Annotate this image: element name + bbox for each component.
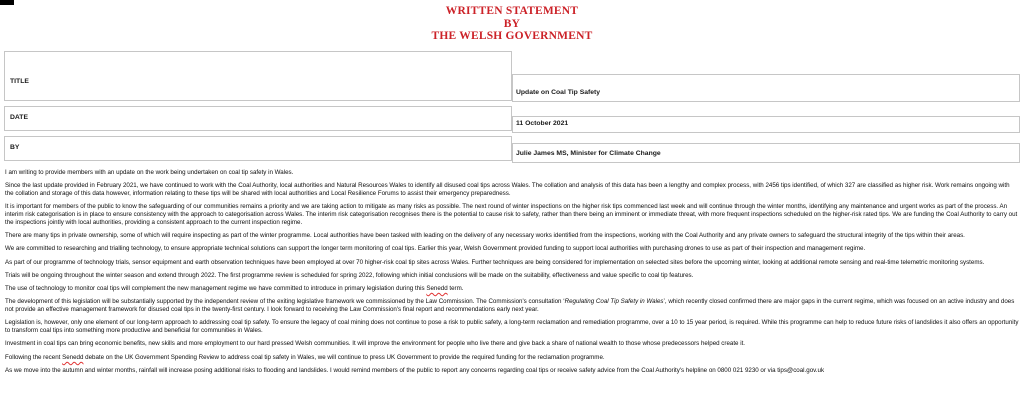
paragraph: [5, 367, 1019, 375]
paragraph: [5, 182, 1019, 197]
paragraph-text: There are many tips in private ownership, some of which will require inspecting as part of the winter programme. Local authorities have been tasked with leading on the delivery of any necessary works identified from the inspections, working with the Coal Authority and any private owners to safeguard the structural integrity of the tips within their areas.: [5, 232, 965, 239]
paragraph: [5, 319, 1019, 334]
meta-value-title: [512, 74, 1020, 102]
paragraph-text: The use of technology to monitor coal tips will complement the new management regime we have committed to introduce in primary legislation during this: [5, 285, 427, 293]
paragraph: [5, 259, 1019, 267]
meta-label-title-text: TITLE: [10, 78, 29, 85]
paragraph-text: As we move into the autumn and winter months, rainfall will increase posing additional risks to flooding and landslides. I would remind members of the public to report any concerns regarding coal tips or receive safety advice from the Coal Authority's helpline on 0800 021 9230 or via tips@coal.gov.uk: [5, 367, 825, 375]
paragraph-text: I am writing to provide members with an update on the work being undertaken on coal tip safety in Wales.: [5, 169, 294, 176]
paragraph-text: Trials will be ongoing throughout the winter season and extend through 2022. The first programme review is scheduled for spring 2022, following which initial conclusions will be made on the suitability, effectiveness and value specific to coal tip features.: [5, 271, 694, 279]
paragraph: [5, 285, 1019, 293]
meta-label-date: [4, 106, 512, 131]
paragraph-text: ’, which recently closed confirmed there are major gaps in the current regime, which was focused on an active industry and does not provide an effective management framework for disused coal tips in the twenty-first century. I look forward to receiving the Law Commission's final report and recommendations early next year.: [5, 298, 1015, 314]
meta-label-title: [4, 51, 512, 101]
paragraph-text: Since the last update provided in February 2021, we have continued to work with the Coal Authority, local authorities and Natural Resources Wales to identify all disused coal tips across Wales. The collation and analysis of this data has been a lengthy and complex process, with 2456 tips identified, of which 327 are classified as higher risk. Work remains ongoing with the collation and storage of this data however, information relating to these tips will be shared with local authorities and Local Resilience Forums to assist their emergency preparedness.: [5, 182, 1010, 197]
paragraph: [5, 340, 1019, 348]
consultation-title-italic: Regulating Coal Tip Safety in Wales: [564, 298, 664, 306]
paragraph-text: As part of our programme of technology trials, sensor equipment and earth observation techniques have been employed at over 70 higher-risk coal tip sites across Wales. Further techniques are being considered for implementation on selected sites before the upcoming winter, looking at additional remote sensing and real-time telemetric monitoring systems.: [5, 258, 985, 266]
paragraph: [5, 354, 1019, 362]
header-line-3: THE WELSH GOVERNMENT: [431, 30, 593, 42]
paragraph-text: We are committed to researching and trialling technology, to ensure appropriate technical solutions can support the longer term monitoring of coal tips. Earlier this year, Welsh Government provided funding to support local authorities with purchasing drones to use as part of their inspection and management regime.: [5, 245, 866, 253]
paragraph-text: term.: [447, 285, 464, 293]
header-line-1: WRITTEN STATEMENT: [445, 5, 579, 17]
paragraph: [5, 203, 1019, 226]
paragraph-text: debate on the UK Government Spending Review to address coal tip safety in Wales, we will continue to press UK Government to provide the required funding for the reclamation programme.: [83, 353, 605, 361]
meta-value-by-text: Julie James MS, Minister for Climate Change: [516, 150, 661, 158]
meta-value-by: [512, 143, 1020, 163]
paragraph-text: The development of this legislation will be substantially supported by the independent review of the exiting legislative framework we commissioned by the Law Commission. The Commission's consultation ‘: [5, 298, 565, 306]
paragraph: [5, 232, 1019, 240]
meta-label-by-text: BY: [10, 144, 20, 152]
paragraph: [5, 272, 1019, 280]
paragraph-text: Legislation is, however, only one element of our long-term approach to addressing coal tip safety. To ensure the legacy of coal mining does not continue to pose a risk to public safety, a long-term reclamation and remediation programme, over a 10 to 15 year period, is required. While this programme can help to reduce future risks of landslides it also offers an opportunity to transform coal tips into something more productive and beneficial for communities in Wales.: [5, 319, 1019, 335]
document-header: [0, 5, 1024, 43]
meta-value-date-text: 11 October 2021: [516, 120, 569, 128]
paragraph-text: Following the recent: [5, 353, 63, 361]
senedd-word-wavy-underline: Senedd: [62, 353, 84, 361]
paragraph: [5, 169, 1019, 177]
meta-label-by: [4, 136, 512, 161]
paragraph: [5, 298, 1019, 313]
body-paragraphs: [5, 169, 1019, 380]
paragraph-text: Investment in coal tips can bring economic benefits, new skills and more employment to our hard pressed Welsh communities. It will improve the environment for people who live there and give back a share of national wealth to those whose predecessors helped create it.: [5, 340, 746, 348]
header-line-2: BY: [503, 17, 521, 30]
meta-label-date-text: DATE: [10, 114, 28, 122]
paragraph-text: It is important for members of the public to know the safeguarding of our communities remains a priority and we are taking action to mitigate as many risks as possible. The next round of winter inspections on the higher risk tips commenced last week and will continue through the winter months, identifying any maintenance and urgent works as part of the process. An interim risk categorisation is in place to ensure consistency with the approach to categorisation across Wales. The interim risk categorisation recognises there is the potential to cause risk to safety, rather than there being an imminent or immediate threat, with more frequent inspections scheduled on the higher-risk rated tips. We are funding the Coal Authority to carry out the inspections jointly with local authorities, providing a consistent approach to the current inspection regime.: [5, 203, 1018, 226]
senedd-word-wavy-underline: Senedd: [426, 285, 448, 293]
meta-value-title-text: Update on Coal Tip Safety: [516, 89, 601, 97]
paragraph: [5, 245, 1019, 253]
meta-value-date: [512, 116, 1020, 133]
